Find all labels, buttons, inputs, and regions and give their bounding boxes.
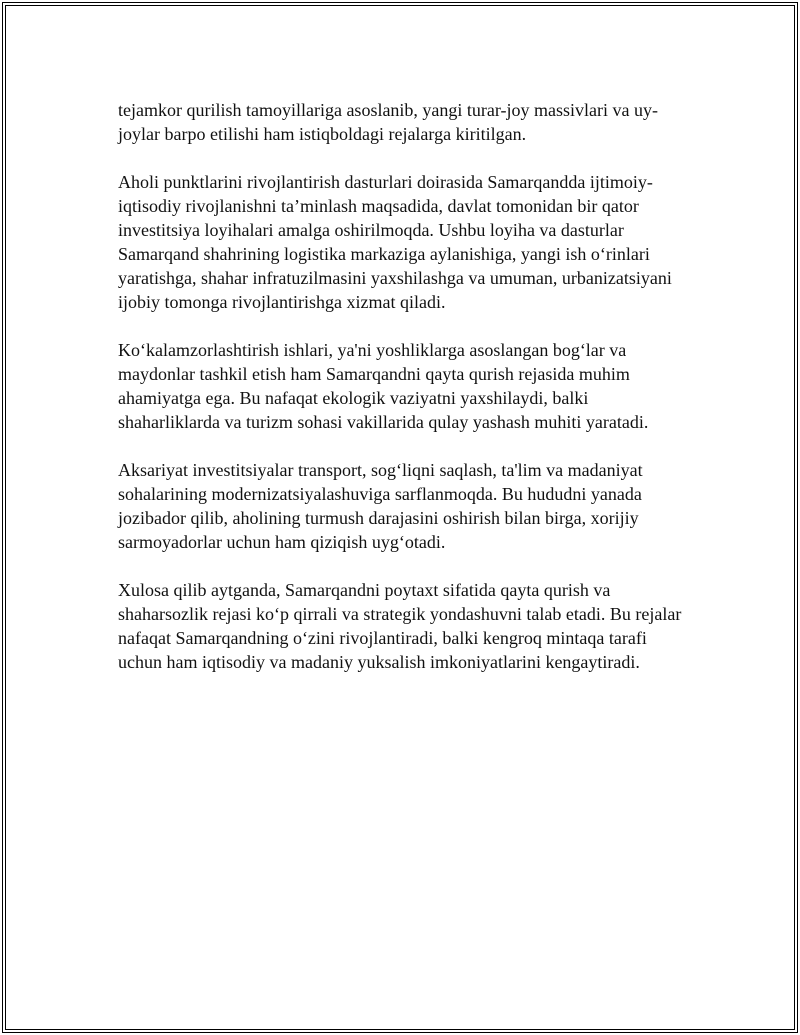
paragraph-housing: tejamkor qurilish tamoyillariga asoslanib, yangi turar-joy massivlari va uy-joylar barpo etilishi ham istiqboldagi rejalarga kiritilgan. — [118, 100, 659, 144]
page-outer-border — [2, 2, 798, 1033]
paragraph-investment-projects: Aholi punktlarini rivojlantirish dasturlari doirasida Samarqandda ijtimoiy-iqtisodiy rivojlanishni ta’minlash maqsadida, davlat tomonidan bir qator investitsiya loyihalari amalga oshirilmoqda. Ushbu loyiha va dasturlar Samarqand shahrining logistika markaziga aylanishiga, yangi ish o‘rinlari yaratishga, shahar infratuzilmasini yaxshilashga va umuman, urbanizatsiyani ijobiy tomonga rivojlantirishga xizmat qiladi. — [118, 172, 672, 312]
paragraph-greening: Ko‘kalamzorlashtirish ishlari, ya'ni yoshliklarga asoslangan bog‘lar va maydonlar tashkil etish ham Samarqandni qayta qurish rejasida muhim ahamiyatga ega. Bu nafaqat ekologik vaziyatni yaxshilaydi, balki shaharliklarda va turizm sohasi vakillarida qulay yashash muhiti yaratadi. — [118, 340, 649, 432]
document-body — [118, 98, 688, 698]
paragraph-conclusion: Xulosa qilib aytganda, Samarqandni poytaxt sifatida qayta qurish va shaharsozlik rejasi ko‘p qirrali va strategik yondashuvni talab etadi. Bu rejalar nafaqat Samarqandning o‘zini rivojlantiradi, balki kengroq mintaqa tarafi uchun ham iqtisodiy va madaniy yuksalish imkoniyatlarini kengaytiradi. — [118, 580, 682, 672]
paragraph-investment-sectors: Aksariyat investitsiyalar transport, sog‘liqni saqlash, ta'lim va madaniyat sohalarining modernizatsiyalashuviga sarflanmoqda. Bu hududni yanada jozibador qilib, aholining turmush darajasini oshirish bilan birga, xorijiy sarmoyadorlar uchun ham qiziqish uyg‘otadi. — [118, 460, 643, 552]
document-page — [5, 5, 795, 1030]
